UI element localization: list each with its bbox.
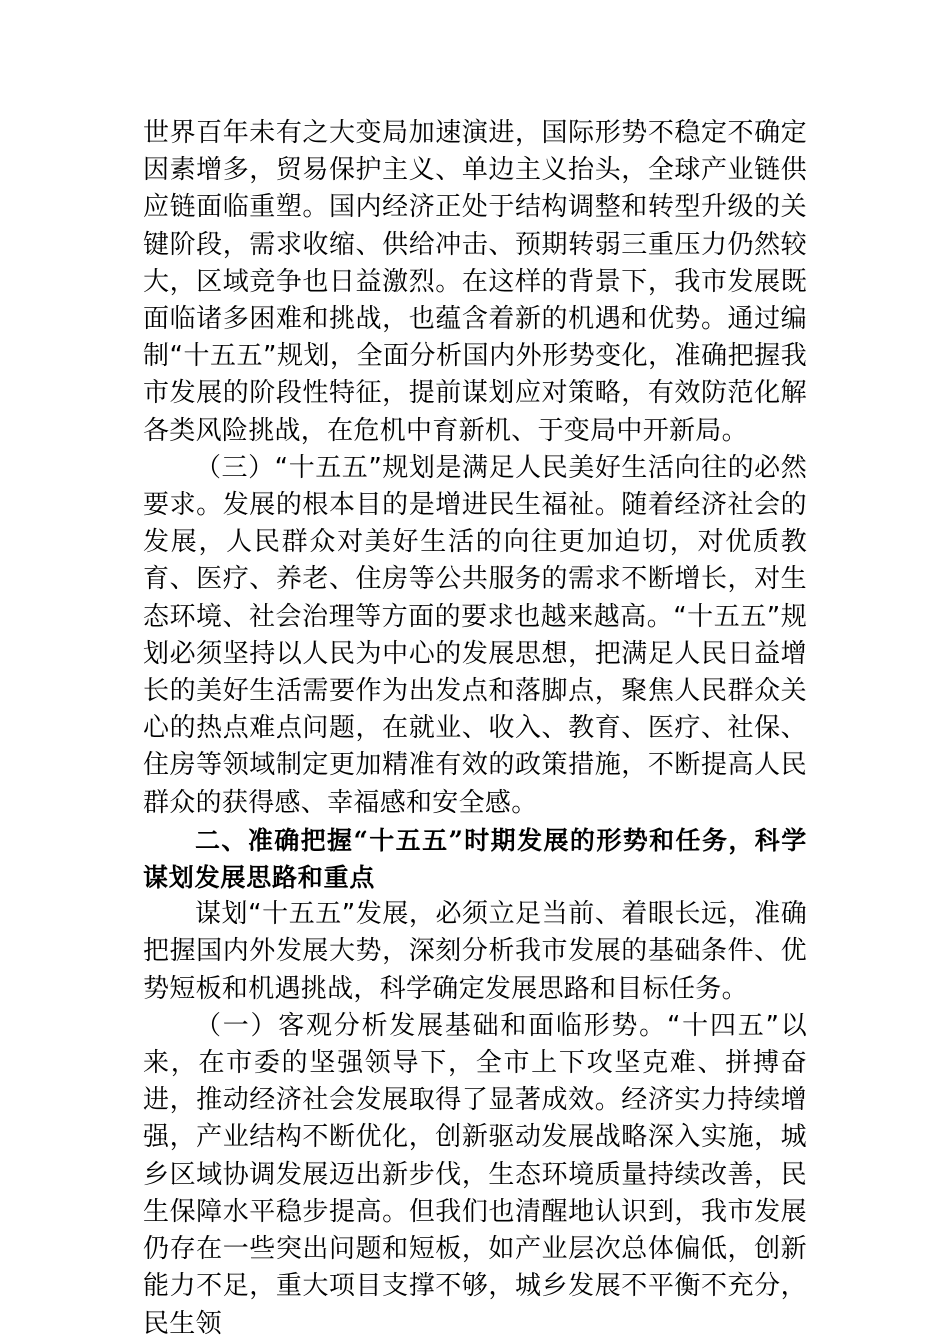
paragraph-section-one: （一）客观分析发展基础和面临形势。“十四五”以来，在市委的坚强领导下，全市上下攻坚克难、拼搏奋进，推动经济社会发展取得了显著成效。经济实力持续增强，产业结构不断优化，创新驱动发展战略深入实施，城乡区域协调发展迈出新步伐，生态环境质量持续改善，民生保障水平稳步提高。但我们也清醒地认识到，我市发展仍存在一些突出问题和短板，如产业层次总体偏低，创新能力不足，重大项目支撑不够，城乡发展不平衡不充分，民生领 bbox=[143, 1010, 807, 1339]
paragraph-section-three: （三）“十五五”规划是满足人民美好生活向往的必然要求。发展的根本目的是增进民生福祉。随着经济社会的发展，人民群众对美好生活的向往更加迫切，对优质教育、医疗、养老、住房等公共服务的需求不断增长，对生态环境、社会治理等方面的要求也越来越高。“十五五”规划必须坚持以人民为中心的发展思想，把满足人民日益增长的美好生活需要作为出发点和落脚点，聚焦人民群众关心的热点难点问题，在就业、收入、教育、医疗、社保、住房等领域制定更加精准有效的政策措施，不断提高人民群众的获得感、幸福感和安全感。 bbox=[143, 452, 807, 818]
paragraph-continuation: 世界百年未有之大变局加速演进，国际形势不稳定不确定因素增多，贸易保护主义、单边主义抬头，全球产业链供应链面临重塑。国内经济正处于结构调整和转型升级的关键阶段，需求收缩、供给冲击、预期转弱三重压力仍然较大，区域竞争也日益激烈。在这样的背景下，我市发展既面临诸多困难和挑战，也蕴含着新的机遇和优势。通过编制“十五五”规划，全面分析国内外形势变化，准确把握我市发展的阶段性特征，提前谋划应对策略，有效防范化解各类风险挑战，在危机中育新机、于变局中开新局。 bbox=[143, 118, 807, 446]
paragraph-intro: 谋划“十五五”发展，必须立足当前、着眼长远，准确把握国内外发展大势，深刻分析我市发展的基础条件、优势短板和机遇挑战，科学确定发展思路和目标任务。 bbox=[143, 899, 807, 1004]
document-body bbox=[143, 115, 807, 1343]
section-heading-two: 二、准确把握“十五五”时期发展的形势和任务，科学谋划发展思路和重点 bbox=[143, 825, 807, 893]
